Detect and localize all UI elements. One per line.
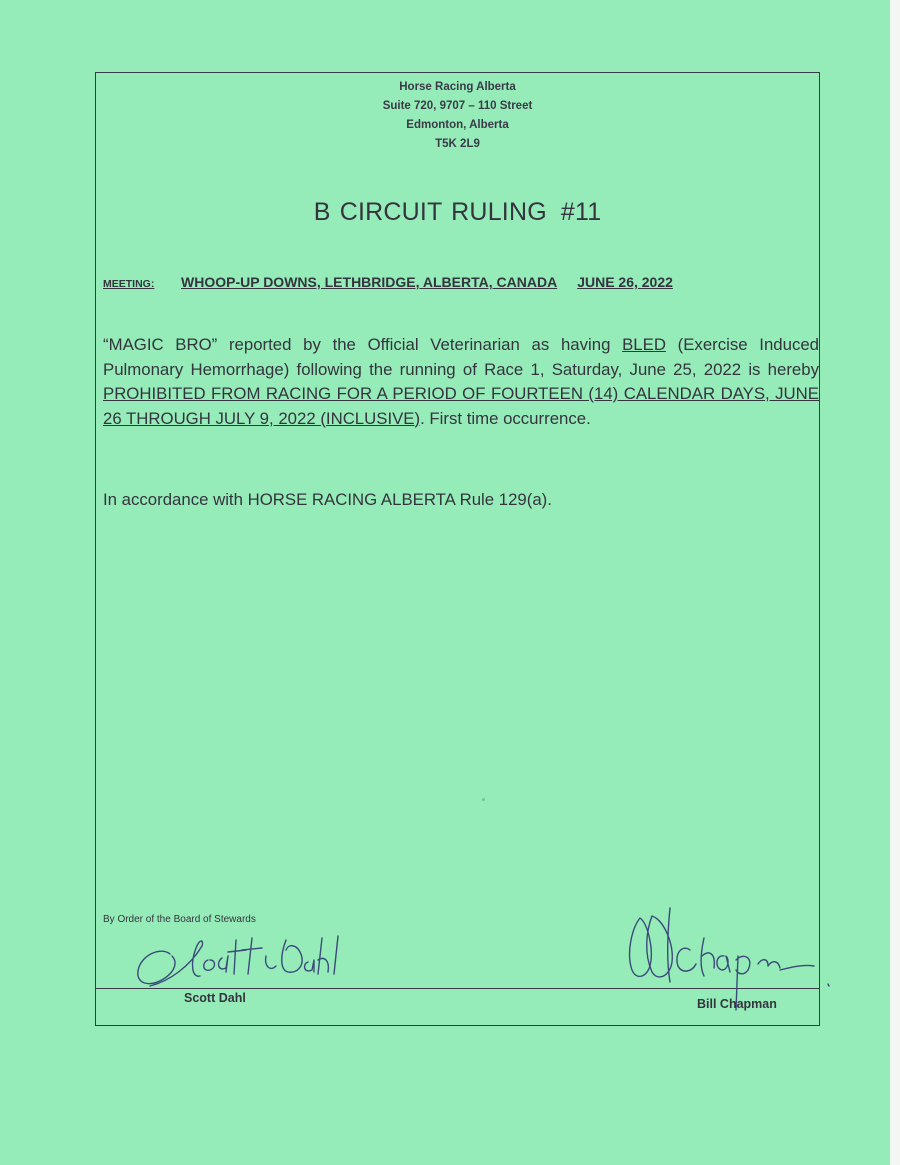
scott-dahl-signature bbox=[130, 926, 350, 996]
steward-right-name: Bill Chapman bbox=[697, 997, 777, 1011]
letterhead bbox=[95, 78, 820, 154]
meeting-label: MEETING: bbox=[103, 278, 155, 290]
meeting-venue: WHOOP-UP DOWNS, LETHBRIDGE, ALBERTA, CANADA bbox=[181, 274, 558, 290]
scan-speck bbox=[482, 798, 485, 801]
meeting-line bbox=[103, 274, 803, 290]
scan-edge bbox=[890, 0, 900, 1165]
letterhead-postal: T5K 2L9 bbox=[435, 138, 480, 150]
body-part-1: “MAGIC BRO” reported by the Official Veterinarian as having bbox=[103, 335, 623, 354]
penalty-text: PROHIBITED FROM RACING FOR A PERIOD OF FOURTEEN (14) CALENDAR DAYS, JUNE 26 THROUGH JULY 9, 2022 (INCLUSIVE) bbox=[103, 384, 819, 428]
letterhead-org: Horse Racing Alberta bbox=[399, 81, 516, 93]
body-part-2: (Exercise Induced Pulmonary Hemorrhage) following the running of Race 1, Saturday, June 25, 2022 is hereby bbox=[103, 335, 820, 379]
letterhead-city: Edmonton, Alberta bbox=[406, 119, 509, 131]
ruling-title bbox=[95, 198, 820, 227]
steward-left-name: Scott Dahl bbox=[184, 991, 246, 1005]
bill-chapman-signature bbox=[612, 898, 842, 1033]
rule-reference: In accordance with HORSE RACING ALBERTA Rule 129(a). bbox=[103, 490, 552, 509]
board-order-text: By Order of the Board of Stewards bbox=[103, 914, 256, 925]
ruling-number: #11 bbox=[560, 198, 602, 226]
meeting-date: JUNE 26, 2022 bbox=[577, 274, 673, 290]
ruling-body bbox=[103, 333, 819, 431]
body-part-3: . First time occurrence. bbox=[420, 408, 591, 428]
bled-term: BLED bbox=[622, 335, 666, 354]
ruling-title-prefix: B CIRCUIT RULING bbox=[313, 198, 547, 226]
letterhead-street: Suite 720, 9707 – 110 Street bbox=[382, 100, 533, 112]
